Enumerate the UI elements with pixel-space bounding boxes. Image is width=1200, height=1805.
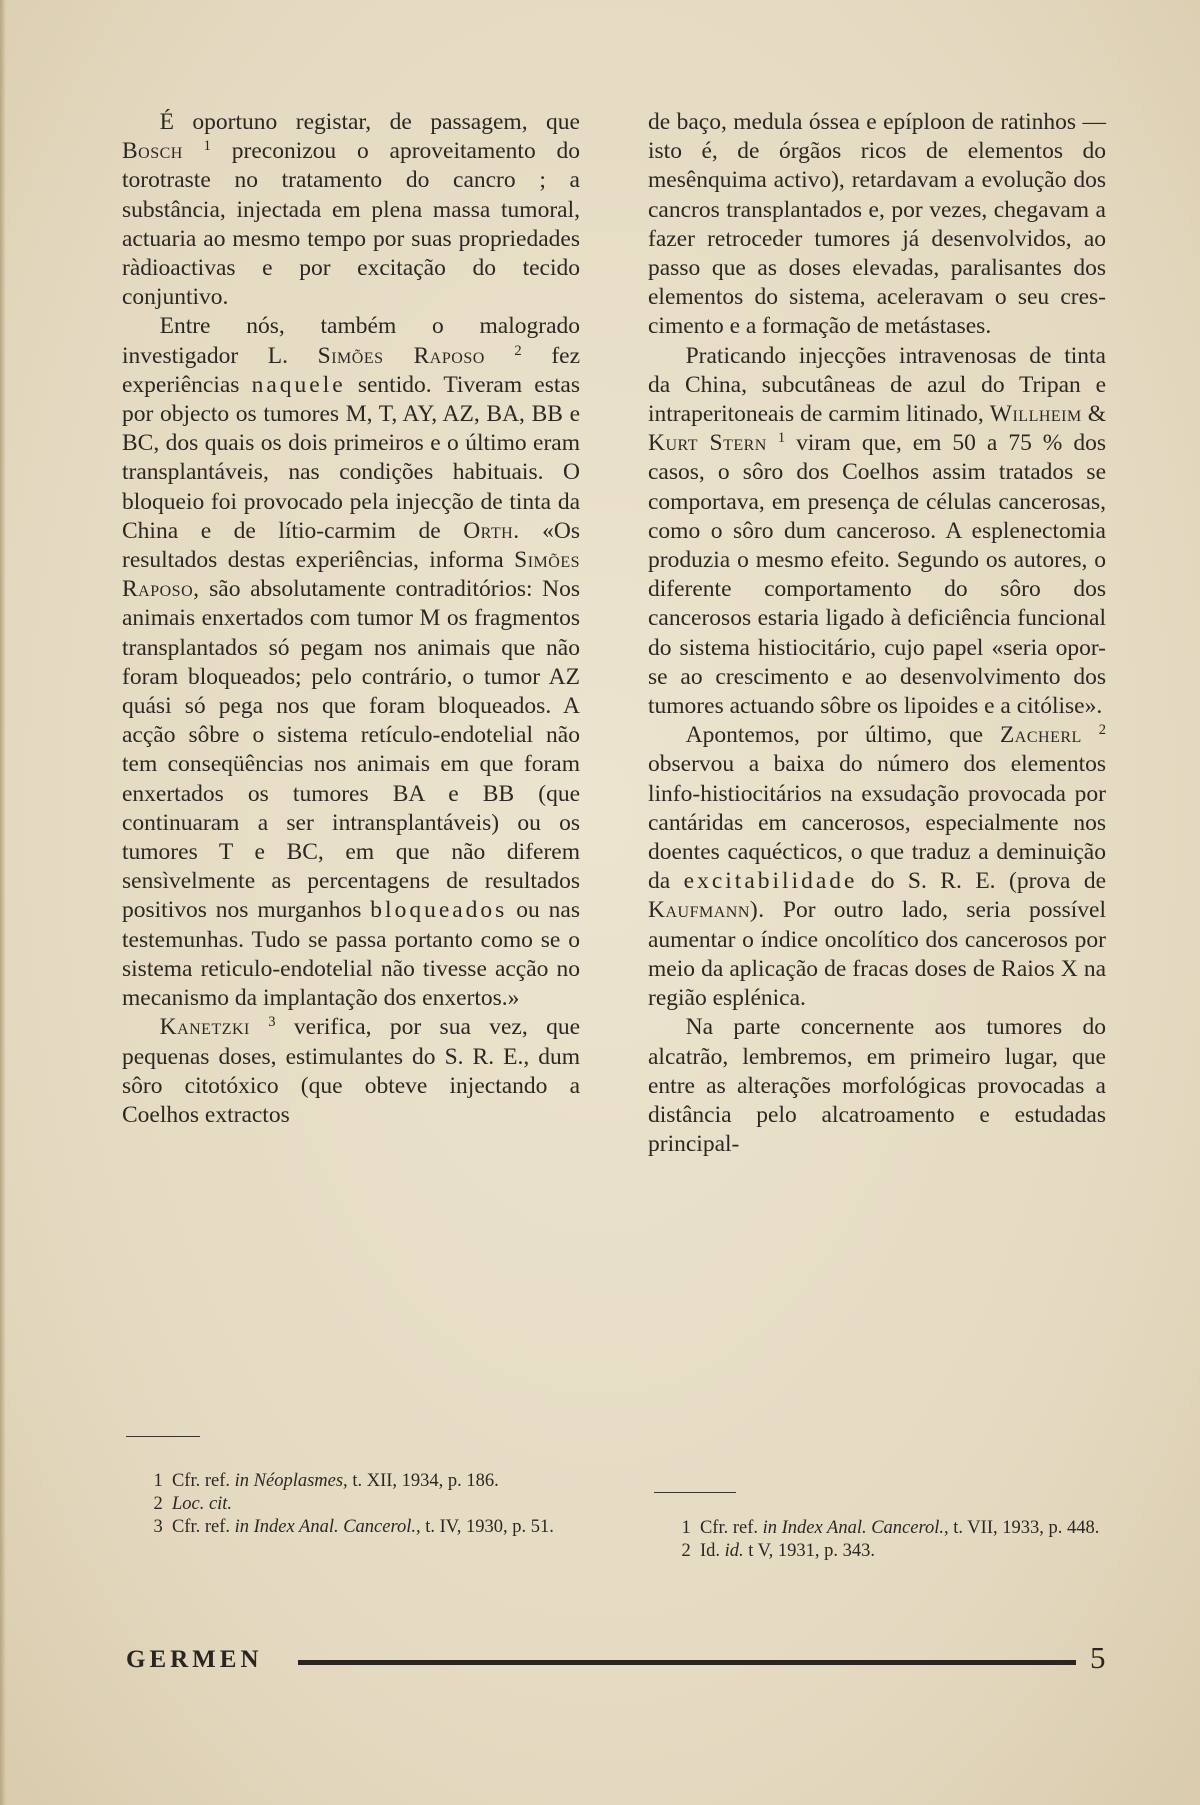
paragraph-zacherl: Apontemos, por último, que Zacherl $^2$ observou a baixa do número dos elementos linfo-histiocitários na exsudação provocada por cantáridas em cancerosos, especialmente nos doentes caquécticos, o que traduz a deminuição da excitabilidade do S. R. E. (prova de Kaufmann). Por outro lado, seria possível aumentar o índice oncolítico dos cancerosos por meio da aplicação de fracas doses de Raios X na região esplénica. [648,722,1106,1012]
paragraph-kanetzki: Kanetzki $^3$ verifica, por sua vez, que pequenas doses, estimulantes do S. R. E., dum sôro citotóxico (que obteve injectando a Coelhos extractos [122,1014,581,1128]
author-willheim: Willheim [989,401,1082,428]
author-kanetzki: Kanetzki [159,1014,250,1041]
paragraph-willheim-stern: Praticando injecções intravenosas de tinta da China, subcutâneas de azul do Tripan e intraperitoneais de carmim litinado, Willheim & Kurt Stern $^1$ viram que, em 50 a 75 % dos casos, o sôro dos Coelhos assim tratados se comportava, em presença de células cancerosas, como o sôro dum canceroso. A esplenectomia produzia o mesmo efeito. Segundo os autores, o diferente comportamento do sôro dos cancerosos estaria ligado à deficiência funcional do sistema histiocitário, cujo papel «seria opor-se ao crescimento e ao desenvolvimento dos tumores actuando sôbre os lipoides e a citólise». [648,342,1107,720]
page-edge-shadow [0,0,6,1805]
journal-name: GERMEN [126,1646,263,1673]
paragraph-continued: de baço, medula óssea e epíploon de ratinhos — isto é, de órgãos ricos de elementos do mesênquima activo), retardavam a evolução dos cancros transplantados e, por vezes, chegavam a fazer retroceder tumores já desenvolvidos, ao passo que as doses elevadas, paralisantes dos elementos do sistema, aceleravam o seu crescimento e a formação de metástases. [648,109,1106,340]
spaced-word: naquele [251,371,346,398]
footnote-2: 2 Id. id. t V, 1931, p. 343. [681,1541,876,1561]
author-kaufmann: Kaufmann). [648,897,765,924]
spaced-word: bloqueados [370,897,508,924]
author-orth: Orth. [463,517,520,544]
footnote-ref: 3 [268,1014,276,1031]
footnote-2: 2 Loc. cit. [153,1494,233,1514]
author-zacherl: Zacherl [999,722,1082,749]
footnote-ref: 2 [514,342,522,359]
footnote-1: 1 Cfr. ref. in Néoplasmes, t. XII, 1934, p. 186. [153,1471,499,1491]
footnote-ref: 2 [1098,722,1106,739]
footnotes-right [650,1517,1112,1563]
author-simoes-raposo: Simões Raposo [317,342,485,369]
author-bosch: Bosch [122,138,183,165]
author-simoes-raposo: Simões Raposo, [122,547,580,603]
left-text-column [122,108,580,1130]
paragraph-bosch: É oportuno registar, de passagem, que Bosch $^1$ preconizou o aproveitamento do torotraste no tratamento do cancro ; a substância, injectada em plena massa tumoral, actuaria ao mesmo tempo por suas propriedades ràdioactivas e por excitação do tecido conjuntivo. [122,109,581,311]
author-kurt-stern: Kurt Stern [648,430,767,457]
footnote-ref: 1 [203,138,211,155]
footnote-rule-right [654,1492,736,1493]
right-text-column [648,108,1106,1159]
footnote-3: 3 Cfr. ref. in Index Anal. Cancerol., t. IV, 1930, p. 51. [153,1517,554,1537]
page-number: 5 [1090,1640,1106,1675]
paragraph-alcatrao: Na parte concernente aos tumores do alcatrão, lembremos, em primeiro lugar, que entre as alterações morfológicas provocadas a distância pelo alcatroamento e estudadas principal- [648,1014,1106,1158]
footnote-rule-left [126,1436,200,1437]
footnote-ref: 1 [777,430,786,447]
footer-rule [298,1660,1076,1665]
footnotes-left [122,1470,584,1539]
paragraph-simoes-raposo: Entre nós, também o malogrado investigador L. Simões Raposo $^2$ fez experiências naquele sentido. Tiveram estas por objecto os tumores M, T, AY, AZ, BA, BB e BC, dos quais os dois primeiros e o último eram transplantáveis, nas condições habituais. O bloqueio foi provocado pela injecção de tinta da China e de lítio-carmim de Orth. «Os resultados destas experiências, informa Simões Raposo, são absolutamente contraditórios: Nos animais enxertados com tumor M os fragmentos transplantados só pegam nos animais que não foram bloqueados; pelo contrário, o tumor AZ quási só pega nos que foram bloqueados. A acção sôbre o sistema retículo-endotelial não tem conseqüências nos animais em que foram enxertados os tumores BA e BB (que continuaram a ser intransplantáveis) ou os tumores T e BC, em que não diferem sensìvelmente as percentagens de resultados positivos nos murganhos bloqueados ou nas testemunhas. Tudo se passa portanto como se o sistema reticulo-endotelial não tivesse acção no mecanismo da implantação dos enxertos.» [122,313,581,1012]
footnote-1: 1 Cfr. ref. in Index Anal. Cancerol., t. VII, 1933, p. 448. [681,1518,1100,1538]
spaced-word: excitabilidade [683,868,858,895]
